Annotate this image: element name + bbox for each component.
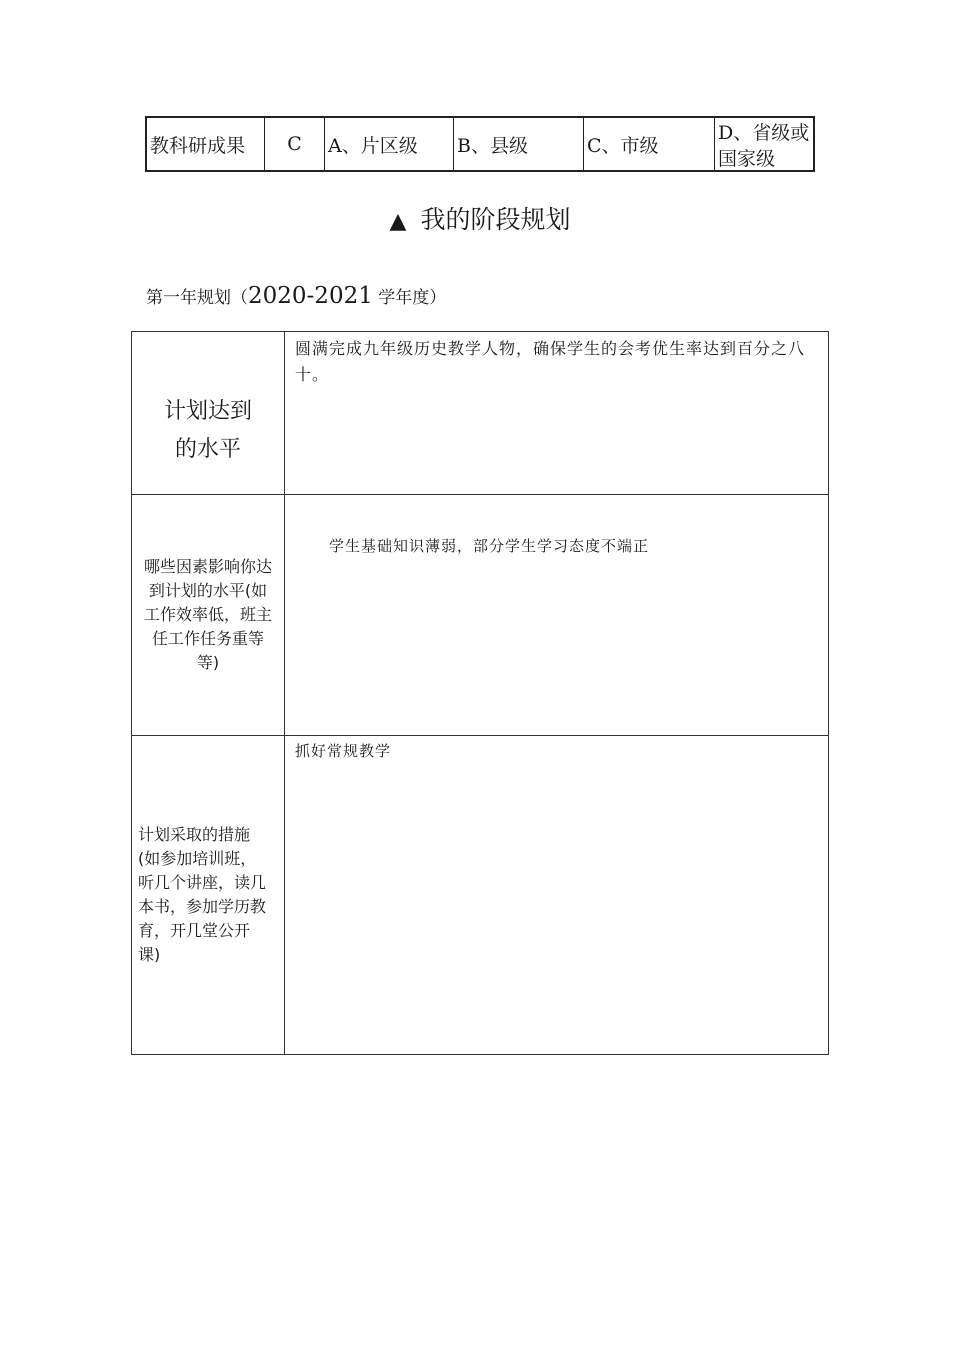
option-county-level: B、县级 — [454, 118, 584, 170]
year-heading-year: 2020-2021 — [248, 283, 373, 309]
option-provincial-level: D、省级或 国家级 — [718, 122, 810, 170]
plan-row-label: 计划采取的措施 (如参加培训班， 听几个讲座，读几 本书，参加学历教 育，开几堂公开 课) — [132, 736, 285, 1054]
section-title-text: 我的阶段规划 — [420, 205, 571, 234]
option-city-level: C、市级 — [584, 118, 715, 170]
year-heading-prefix: 第一年规划（ — [146, 288, 248, 308]
year-plan-heading — [146, 283, 446, 309]
triangle-icon: ▲ — [389, 209, 407, 234]
plan-row-label: 哪些因素影响你达 到计划的水平(如 工作效率低，班主 任工作任务重等 等) — [132, 495, 285, 735]
research-results-label: 教科研成果 — [147, 118, 265, 170]
plan-row-content: 圆满完成九年级历史教学人物，确保学生的会考优生率达到百分之八十。 — [295, 339, 806, 384]
plan-row-influencing-factors — [132, 495, 828, 736]
plan-row-content: 学生基础知识薄弱，部分学生学习态度不端正 — [329, 537, 650, 555]
plan-row-label: 计划达到 的水平 — [132, 332, 285, 494]
plan-row-content: 抓好常规教学 — [295, 742, 392, 760]
plan-row-target-level — [132, 332, 828, 495]
option-district-level: A、片区级 — [325, 118, 454, 170]
plan-table — [131, 331, 829, 1055]
research-results-table — [145, 116, 815, 172]
year-heading-suffix: 学年度） — [372, 288, 447, 308]
plan-row-measures — [132, 736, 828, 1054]
section-title — [0, 200, 960, 236]
research-results-grade: C — [265, 118, 325, 170]
